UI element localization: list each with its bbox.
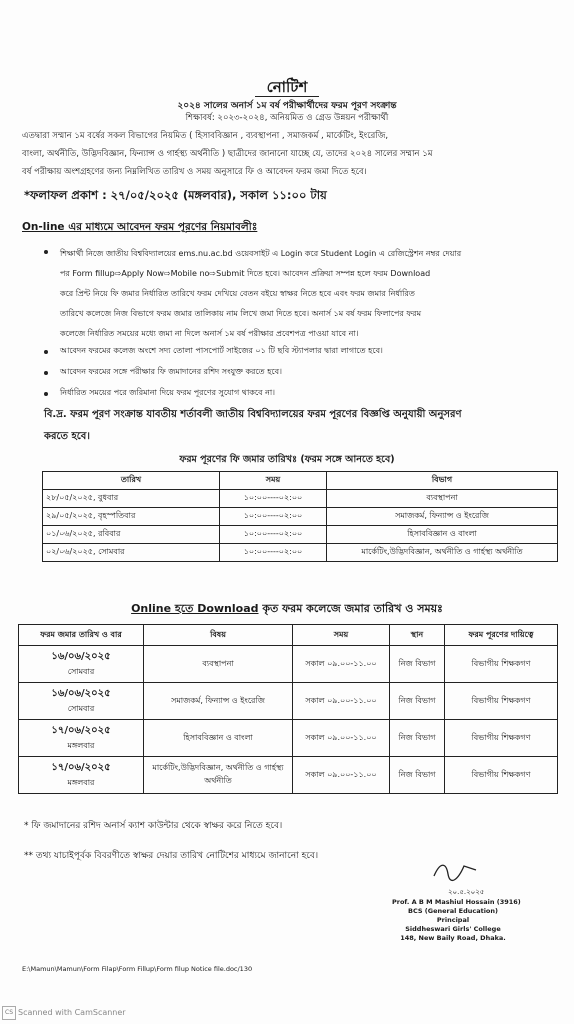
day-text: মঙ্গলবার — [67, 778, 95, 787]
column-header: ফরম পূরণের দায়িত্বে — [445, 625, 558, 646]
table-cell: ০২/০৬/২০২৫, সোমবার — [43, 544, 220, 562]
submit-table-caption — [0, 600, 574, 619]
fee-schedule-table — [42, 471, 558, 562]
bullet-dot — [44, 371, 48, 375]
table-cell: ২৮/০৫/২০২৫, বুধবার — [43, 490, 220, 508]
time-cell: সকাল ০৯.০০-১১.০০ — [293, 683, 390, 720]
table-cell: ০১/০৬/২০২৫, রবিবার — [43, 526, 220, 544]
bullet-item: নির্ধারিত সময়ের পরে জরিমানা দিয়ে ফরম পূরণের সুযোগ থাকবে না। — [60, 388, 276, 397]
date-cell — [19, 646, 144, 683]
table-row — [43, 490, 558, 508]
table-cell: হিসাববিজ্ঞান ও বাংলা — [327, 526, 558, 544]
signature-line: Siddheswari Girls' College — [405, 925, 501, 933]
result-announcement: *ফলাফল প্রকাশ : ২৭/০৫/২০২৫ (মঙ্গলবার), সকাল ১১:০০ টায় — [24, 188, 327, 202]
bullet-line: পর Form fillup⇨Apply Now⇨Mobile no⇨Submit দিতে হবে। আবেদন প্রক্রিয়া সম্পন্ন হলে ফরম Download — [60, 269, 431, 278]
bullet-line: কলেজে নির্ধারিত সময়ের মধ্যে জমা না দিলে অনার্স ১ম বর্ষ পরীক্ষার প্রবেশপত্র পাওয়া যাবে না। — [60, 329, 359, 338]
subject-cell: ব্যবস্থাপনা — [144, 646, 293, 683]
caption-rest: কৃত ফরম কলেজে জমার তারিখ ও সময়ঃ — [258, 602, 443, 615]
bullet-item: আবেদন ফরমের সঙ্গে পরীক্ষার ফি জমাদানের রশিদ সংযুক্ত করতে হবে। — [60, 367, 282, 376]
place-cell: নিজ বিভাগ — [390, 646, 445, 683]
date-cell — [19, 683, 144, 720]
place-cell: নিজ বিভাগ — [390, 757, 445, 794]
bullet-item: আবেদন ফরমের কলেজ অংশে সদ্য তোলা পাসপোর্ট সাইজের ০১ টি ছবি স্ট্যাপলার দ্বারা লাগাতে হবে। — [60, 346, 383, 355]
notice-title: নোটিশ — [266, 78, 308, 96]
note-line: করতে হবে। — [44, 431, 90, 442]
date-text: ১৬/০৬/২০২৫ — [51, 688, 111, 699]
signature-date: ২০.৫.২০২৫ — [448, 888, 485, 896]
column-header: সময় — [293, 625, 390, 646]
table-row — [19, 683, 558, 720]
column-header: স্থান — [390, 625, 445, 646]
title-underline — [255, 96, 319, 97]
table-cell: ১০:০০----০২:০০ — [220, 490, 327, 508]
bullet-line: তারিখে কলেজে নিজ বিভাগে ফরম জমার তালিকায় নাম লিখে জমা দিতে হবে। অনার্স ১ম বর্ষ ফরম ফিলাপের ফরম — [60, 309, 422, 318]
table-row — [19, 646, 558, 683]
table-row — [43, 508, 558, 526]
signature-line: BCS (General Education) — [408, 907, 498, 915]
column-header: ফরম জমার তারিখ ও বার — [19, 625, 144, 646]
signature-block — [392, 898, 521, 943]
time-cell: সকাল ০৯.০০-১১.০০ — [293, 646, 390, 683]
duty-cell: বিভাগীয় শিক্ষকগণ — [445, 683, 558, 720]
signature-line: Prof. A B M Mashiul Hossain (3916) — [392, 898, 521, 906]
day-text: সোমবার — [67, 667, 95, 676]
table-cell: ১০:০০----০২:০০ — [220, 526, 327, 544]
table-row — [43, 526, 558, 544]
table-row — [19, 720, 558, 757]
time-cell: সকাল ০৯.০০-১১.০০ — [293, 757, 390, 794]
signature-line: 148, New Baily Road, Dhaka. — [400, 934, 506, 942]
table-header-row — [19, 625, 558, 646]
subject-cell: সমাজকর্ম, ফিন্যান্স ও ইংরেজি — [144, 683, 293, 720]
session-line: শিক্ষাবর্ষ: ২০২৩-২০২৪, অনিয়মিত ও গ্রেড উন্নয়ন পরীক্ষার্থী — [185, 113, 389, 123]
caption-online-download: Online হতে Download — [131, 602, 259, 615]
bullet-dot — [44, 392, 48, 396]
column-header: তারিখ — [43, 472, 220, 490]
table-row — [19, 757, 558, 794]
day-text: সোমবার — [67, 704, 95, 713]
signature-scribble — [430, 858, 480, 884]
table-cell: ১০:০০----০২:০০ — [220, 508, 327, 526]
duty-cell: বিভাগীয় শিক্ষকগণ — [445, 757, 558, 794]
bullet-line: শিক্ষার্থী নিজে জাতীয় বিশ্ববিদ্যালয়ের ems.nu.ac.bd ওয়েবসাইট এ Login করে Student Login এ রেজিস্ট্রেশন নম্বর দেয়ার — [60, 249, 462, 258]
note-paragraph — [44, 404, 564, 448]
online-rules-heading: On-line এর মাধ্যমে আবেদন ফরম পূরণের নিয়মাবলীঃ — [22, 221, 258, 233]
duty-cell: বিভাগীয় শিক্ষকগণ — [445, 720, 558, 757]
fee-table-caption: ফরম পূরণের ফি জমার তারিখঃ (ফরম সঙ্গে আনতে হবে) — [179, 454, 395, 465]
intro-line: এতদ্বারা সম্মান ১ম বর্ষের সকল বিভাগের নিয়মিত ( হিসাববিজ্ঞান , ব্যবস্থাপনা , সমাজকর্ম , মার্কেটিং, ইংরেজি, — [22, 131, 389, 141]
date-text: ১৭/০৬/২০২৫ — [51, 762, 111, 773]
subject-cell: মার্কেটিং,উদ্ভিদবিজ্ঞান, অর্থনীতি ও গার্হস্থ্য অর্থনীতি — [144, 757, 293, 794]
table-cell: মার্কেটিং,উদ্ভিদবিজ্ঞান, অর্থনীতি ও গার্হস্থ্য অর্থনীতি — [327, 544, 558, 562]
date-cell — [19, 720, 144, 757]
column-header: বিভাগ — [327, 472, 558, 490]
place-cell: নিজ বিভাগ — [390, 720, 445, 757]
scanner-watermark: Scanned with CamScanner — [18, 1008, 126, 1017]
table-row — [43, 544, 558, 562]
footnote: * ফি জমাদানের রশিদ অনার্স ক্যাশ কাউন্টার থেকে স্বাক্ষর করে নিতে হবে। — [24, 821, 283, 831]
column-header: বিষয় — [144, 625, 293, 646]
date-cell — [19, 757, 144, 794]
notice-subtitle: ২০২৪ সালের অনার্স ১ম বর্ষ পরীক্ষার্থীদের ফরম পূরণ সংক্রান্ত — [177, 101, 397, 111]
column-header: সময় — [220, 472, 327, 490]
form-submission-table — [18, 624, 558, 794]
intro-paragraph — [22, 127, 562, 181]
file-path: E:\Mamun\Mamun\Form Filap\Form Fillup\Form filup Notice file.doc/130 — [22, 965, 253, 973]
bullet-line: করে প্রিন্ট নিয়ে ফি জমার নির্ধারিত তারিখে ফরম দেখিয়ে বেতন বইয়ে স্বাক্ষর নিতে হবে এবং ফরম জমার নির্ধারিত — [60, 289, 415, 298]
day-text: মঙ্গলবার — [67, 741, 95, 750]
bullet-dot — [44, 350, 48, 354]
note-line: বি.দ্র. ফরম পূরণ সংক্রান্ত যাবতীয় শর্তাবলী জাতীয় বিশ্ববিদ্যালয়ের ফরম পূরণের বিজ্ঞপ্তি অনুযায়ী অনুসরণ — [44, 409, 462, 420]
footnote: ** তথ্য যাচাইপূর্বক বিবরণীতে স্বাক্ষর দেয়ার তারিখ নোটিশের মাধ্যমে জানানো হবে। — [24, 851, 319, 861]
place-cell: নিজ বিভাগ — [390, 683, 445, 720]
intro-line: বাংলা, অর্থনীতি, উদ্ভিদবিজ্ঞান, ফিন্যান্স ও গার্হস্থ্য অর্থনীতি ) ছাত্রীদের জানানো যাচ্ছে যে, তাদের ২০২৪ সালের সম্মান ১ম — [22, 149, 433, 159]
table-cell: সমাজকর্ম, ফিন্যান্স ও ইংরেজি — [327, 508, 558, 526]
bullet-dot — [44, 250, 48, 254]
table-cell: ২৯/০৫/২০২৫, বৃহস্পতিবার — [43, 508, 220, 526]
time-cell: সকাল ০৯.০০-১১.০০ — [293, 720, 390, 757]
signature-line: Principal — [436, 916, 470, 924]
duty-cell: বিভাগীয় শিক্ষকগণ — [445, 646, 558, 683]
camscanner-logo-icon: CS — [2, 1006, 16, 1020]
date-text: ১৭/০৬/২০২৫ — [51, 725, 111, 736]
date-text: ১৬/০৬/২০২৫ — [51, 651, 111, 662]
table-cell: ১০:০০----০২:০০ — [220, 544, 327, 562]
bullet-item — [60, 244, 461, 344]
table-header-row — [43, 472, 558, 490]
table-cell: ব্যবস্থাপনা — [327, 490, 558, 508]
subject-cell: হিসাববিজ্ঞান ও বাংলা — [144, 720, 293, 757]
intro-line: বর্ষ পরীক্ষায় অংশগ্রহণের জন্য নিম্নলিখিত তারিখ ও সময় অনুসারে ফি ও আবেদন ফরম জমা দিতে হবে। — [22, 167, 367, 177]
